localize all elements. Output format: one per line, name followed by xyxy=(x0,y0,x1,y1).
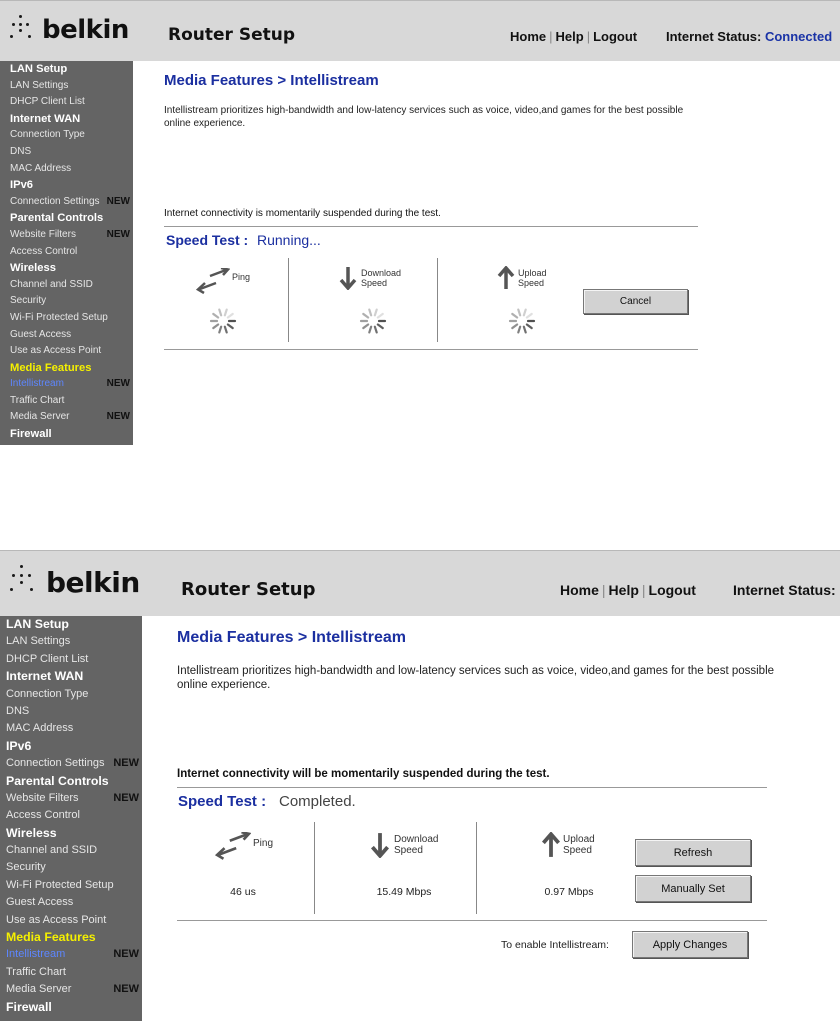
sidebar-label: Intellistream xyxy=(10,378,64,390)
new-badge: NEW xyxy=(106,411,130,423)
sidebar-label: MAC Address xyxy=(10,162,72,174)
test-notice: Internet connectivity will be momentarily suspended during the test. xyxy=(177,768,550,780)
sidebar-section-media-features xyxy=(0,360,133,377)
sidebar-label: Use as Access Point xyxy=(6,913,107,926)
sidebar-label: DNS xyxy=(6,704,30,717)
logout-link[interactable]: Logout xyxy=(593,29,638,44)
new-badge: NEW xyxy=(106,228,130,240)
sidebar-label: Media Server xyxy=(10,411,70,423)
internet-status-value: Connected xyxy=(764,29,833,44)
belkin-logo xyxy=(8,563,140,601)
home-link[interactable]: Home xyxy=(560,582,599,598)
belkin-logo-dots-icon xyxy=(8,15,36,45)
sidebar-label: Access Control xyxy=(6,809,80,822)
header-bar xyxy=(0,0,840,61)
sidebar-label: DHCP Client List xyxy=(10,96,85,108)
sidebar-item-mac-address[interactable] xyxy=(0,720,142,737)
sidebar-item-dhcp-client-list[interactable] xyxy=(0,94,133,111)
sidebar-label: IPv6 xyxy=(6,738,32,753)
page-title: Media Features > Intellistream xyxy=(164,72,379,89)
ping-label: Ping xyxy=(253,838,274,850)
sidebar-item-dhcp-client-list[interactable] xyxy=(0,651,142,668)
upload-value: 0.97 Mbps xyxy=(544,886,594,898)
enable-intellistream-label: To enable Intellistream: xyxy=(501,939,609,951)
sidebar-label: Parental Controls xyxy=(6,773,109,788)
upload-metric xyxy=(496,266,558,290)
speed-test-status: Completed. xyxy=(279,793,356,810)
sidebar-item-connection-type[interactable] xyxy=(0,686,142,703)
sidebar-section-lan-setup xyxy=(0,616,142,633)
sidebar-item-connection-settings[interactable] xyxy=(0,194,133,211)
sidebar-item-guest-access[interactable] xyxy=(0,327,133,344)
sidebar-label: Guest Access xyxy=(10,328,72,340)
download-metric xyxy=(369,832,450,858)
sidebar-item-intellistream[interactable] xyxy=(0,376,133,393)
sidebar-label: Media Features xyxy=(10,361,92,374)
new-badge: NEW xyxy=(106,378,130,390)
speed-test-status: Running... xyxy=(257,232,321,248)
download-label: Download Speed xyxy=(361,267,402,288)
sidebar-nav xyxy=(0,616,142,1021)
sidebar-item-mac-address[interactable] xyxy=(0,161,133,178)
brand-name: belkin xyxy=(42,15,129,45)
sidebar-label: Wireless xyxy=(6,825,57,840)
download-label: Download Speed xyxy=(394,833,439,856)
page-heading: Router Setup xyxy=(181,579,316,600)
sidebar-label: Connection Settings xyxy=(6,757,105,770)
upload-arrow-icon xyxy=(496,266,516,290)
sidebar-section-parental-controls xyxy=(0,773,142,790)
sidebar-label: Connection Settings xyxy=(10,195,100,207)
sidebar-label: Media Features xyxy=(6,930,96,945)
page-heading: Router Setup xyxy=(168,25,296,45)
upload-arrow-icon xyxy=(540,832,562,858)
internet-status-label: Internet Status: xyxy=(666,29,762,44)
header-bar xyxy=(0,550,840,616)
sidebar-label: Use as Access Point xyxy=(10,345,102,357)
sidebar-label: Security xyxy=(6,861,46,874)
ping-label: Ping xyxy=(232,271,251,282)
sidebar-section-parental-controls xyxy=(0,210,133,227)
sidebar-label: Intellistream xyxy=(6,948,66,961)
sidebar-label: Parental Controls xyxy=(10,212,104,225)
page-description: Intellistream prioritizes high-bandwidth and low-latency services such as voice, video,and games for the best possible online experience. xyxy=(164,105,684,129)
sidebar-label: Firewall xyxy=(10,428,52,441)
sidebar-label: Guest Access xyxy=(6,896,74,909)
ping-arrows-icon xyxy=(196,268,230,294)
new-badge: NEW xyxy=(113,757,139,770)
top-nav: Home | Help | Logout xyxy=(510,29,638,44)
upload-metric xyxy=(540,832,605,858)
sidebar-item-website-filters[interactable] xyxy=(0,227,133,244)
new-badge: NEW xyxy=(113,948,139,961)
sidebar-label: LAN Setup xyxy=(6,617,69,631)
ping-metric xyxy=(215,832,273,860)
sidebar-label: Media Server xyxy=(6,983,72,996)
sidebar-nav xyxy=(0,61,133,445)
sidebar-label: Channel and SSID xyxy=(6,844,98,857)
sidebar-item-traffic-chart[interactable] xyxy=(0,964,142,981)
sidebar-item-security[interactable] xyxy=(0,293,133,310)
sidebar-item-dns[interactable] xyxy=(0,144,133,161)
internet-status xyxy=(666,29,832,44)
column-divider xyxy=(314,822,315,914)
sidebar-item-security[interactable] xyxy=(0,859,142,876)
sidebar-label: Wireless xyxy=(10,262,56,275)
sidebar-item-website-filters[interactable] xyxy=(0,790,142,807)
page-description: Intellistream prioritizes high-bandwidth and low-latency services such as voice, video,and games for the best possible online experience. xyxy=(177,665,775,692)
sidebar-section-lan-setup xyxy=(0,61,133,78)
sidebar-item-channel-and-ssid[interactable] xyxy=(0,277,133,294)
sidebar-item-wi-fi-protected-setup[interactable] xyxy=(0,877,142,894)
sidebar-section-wireless xyxy=(0,825,142,842)
sidebar-section-firewall xyxy=(0,426,133,443)
refresh-button[interactable]: Refresh xyxy=(635,839,751,866)
download-value: 15.49 Mbps xyxy=(376,886,432,898)
help-link[interactable]: Help xyxy=(608,582,639,598)
sidebar-section-wireless xyxy=(0,260,133,277)
sidebar-label: LAN Settings xyxy=(6,635,71,648)
test-notice: Internet connectivity is momentarily suspended during the test. xyxy=(164,208,441,219)
divider-top xyxy=(177,787,767,788)
upload-loading-spinner-icon xyxy=(507,306,537,336)
divider-top xyxy=(164,226,698,227)
sidebar-item-guest-access[interactable] xyxy=(0,894,142,911)
sidebar-label: Security xyxy=(10,295,47,307)
sidebar-section-ipv6 xyxy=(0,177,133,194)
sidebar-item-lan-settings[interactable] xyxy=(0,78,133,95)
help-link[interactable]: Help xyxy=(555,29,584,44)
sidebar-label: Wi-Fi Protected Setup xyxy=(10,311,108,323)
download-loading-spinner-icon xyxy=(358,306,388,336)
ping-arrows-icon xyxy=(215,832,251,860)
home-link[interactable]: Home xyxy=(510,29,547,44)
sidebar-item-wi-fi-protected-setup[interactable] xyxy=(0,310,133,327)
download-arrow-icon xyxy=(338,266,358,290)
cancel-button[interactable]: Cancel xyxy=(583,289,688,314)
sidebar-section-media-features xyxy=(0,929,142,946)
ping-value: 46 us xyxy=(230,886,256,898)
column-divider xyxy=(437,258,438,342)
sidebar-item-connection-settings[interactable] xyxy=(0,755,142,772)
upload-label: Upload Speed xyxy=(518,267,547,288)
speed-test-label: Speed Test : xyxy=(166,232,249,248)
sidebar-label: Website Filters xyxy=(10,228,76,240)
sidebar-label: Connection Type xyxy=(6,687,89,700)
sidebar-section-internet-wan xyxy=(0,668,142,685)
sidebar-item-access-control[interactable] xyxy=(0,807,142,824)
internet-status-label: Internet Status: xyxy=(733,582,836,598)
speed-test-label: Speed Test : xyxy=(178,793,267,810)
sidebar-label: Connection Type xyxy=(10,129,85,141)
sidebar-label: Wi-Fi Protected Setup xyxy=(6,878,114,891)
sidebar-label: Internet WAN xyxy=(6,669,84,684)
sidebar-label: Channel and SSID xyxy=(10,278,93,290)
sidebar-label: Internet WAN xyxy=(10,112,81,125)
download-arrow-icon xyxy=(369,832,391,858)
page-title: Media Features > Intellistream xyxy=(177,629,406,646)
apply-changes-button[interactable]: Apply Changes xyxy=(632,931,748,958)
screen-completed xyxy=(0,550,840,1021)
belkin-logo-dots-icon xyxy=(8,565,38,599)
sidebar-item-media-server[interactable] xyxy=(0,409,133,426)
new-badge: NEW xyxy=(113,791,139,804)
brand-name: belkin xyxy=(46,565,140,599)
sidebar-label: Firewall xyxy=(6,999,52,1014)
sidebar-item-intellistream[interactable] xyxy=(0,946,142,963)
sidebar-item-use-as-access-point[interactable] xyxy=(0,912,142,929)
sidebar-section-ipv6 xyxy=(0,738,142,755)
logout-link[interactable]: Logout xyxy=(648,582,696,598)
new-badge: NEW xyxy=(113,983,139,996)
sidebar-item-use-as-access-point[interactable] xyxy=(0,343,133,360)
download-metric xyxy=(338,266,413,290)
sidebar-label: Website Filters xyxy=(6,791,79,804)
upload-label: Upload Speed xyxy=(563,833,595,856)
screen-running xyxy=(0,0,840,445)
sidebar-label: Traffic Chart xyxy=(6,965,66,978)
divider-bottom xyxy=(177,920,767,921)
sidebar-item-dns[interactable] xyxy=(0,703,142,720)
divider-bottom xyxy=(164,349,698,350)
sidebar-label: IPv6 xyxy=(10,179,34,192)
sidebar-section-firewall xyxy=(0,999,142,1016)
sidebar-item-traffic-chart[interactable] xyxy=(0,393,133,410)
internet-status xyxy=(733,582,836,598)
belkin-logo xyxy=(8,13,129,47)
sidebar-label: Access Control xyxy=(10,245,78,257)
sidebar-item-access-control[interactable] xyxy=(0,244,133,261)
sidebar-label: LAN Settings xyxy=(10,79,69,91)
ping-metric xyxy=(196,268,250,294)
sidebar-item-media-server[interactable] xyxy=(0,981,142,998)
sidebar-section-internet-wan xyxy=(0,111,133,128)
sidebar-label: DNS xyxy=(10,145,32,157)
sidebar-item-connection-type[interactable] xyxy=(0,127,133,144)
new-badge: NEW xyxy=(106,195,130,207)
sidebar-label: LAN Setup xyxy=(10,63,68,75)
sidebar-label: MAC Address xyxy=(6,722,74,735)
top-nav: Home | Help | Logout xyxy=(560,582,696,598)
manually-set-button[interactable]: Manually Set xyxy=(635,875,751,902)
column-divider xyxy=(288,258,289,342)
sidebar-label: DHCP Client List xyxy=(6,652,89,665)
sidebar-label: Traffic Chart xyxy=(10,394,65,406)
ping-loading-spinner-icon xyxy=(208,306,238,336)
sidebar-item-lan-settings[interactable] xyxy=(0,633,142,650)
column-divider xyxy=(476,822,477,914)
sidebar-item-channel-and-ssid[interactable] xyxy=(0,842,142,859)
